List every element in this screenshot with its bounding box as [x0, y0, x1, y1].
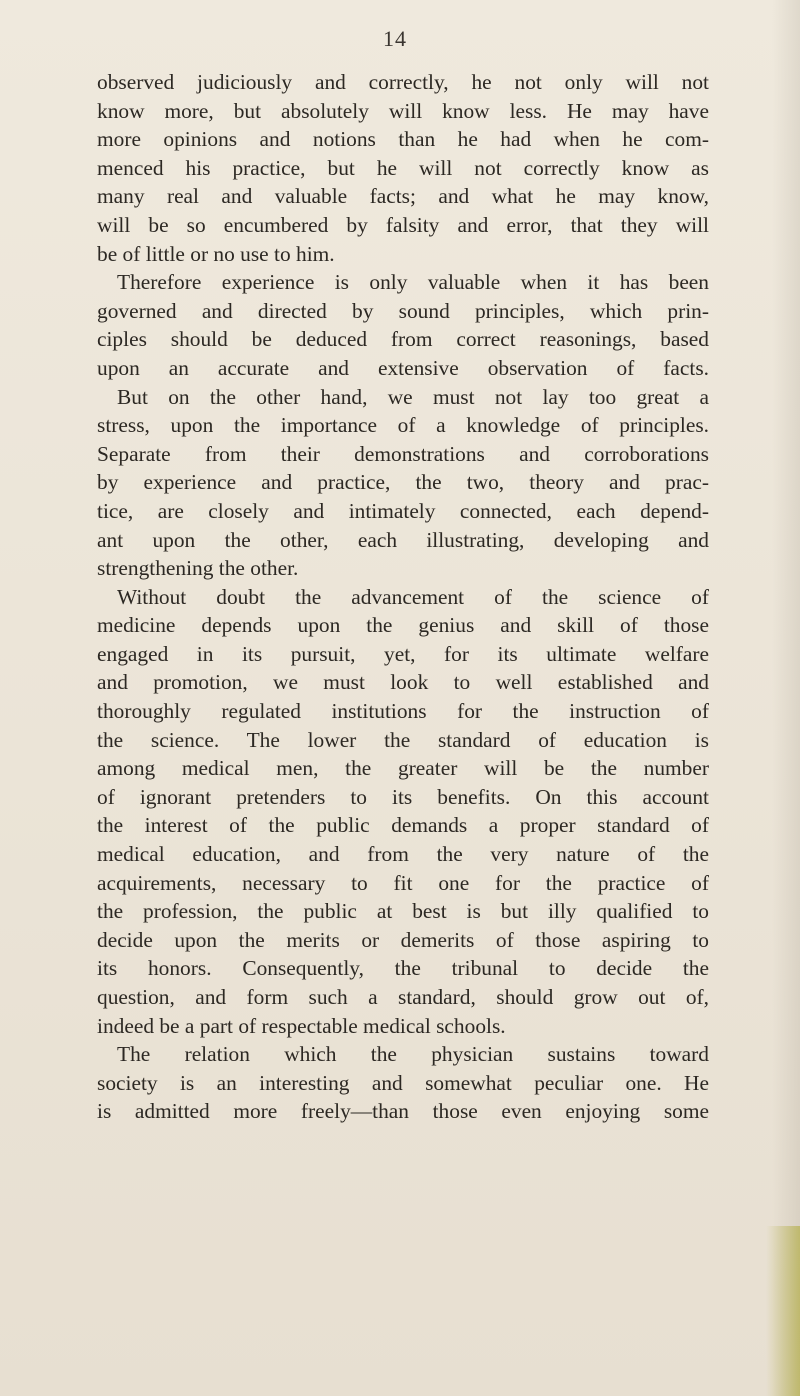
text-line: society is an interesting and somewhat peculiar one. He — [97, 1070, 709, 1095]
text-line: thoroughly regulated institutions for the instruction of — [97, 699, 709, 724]
text-line: ciples should be deduced from correct reasonings, based — [97, 327, 709, 352]
text-line: of ignorant pretenders to its benefits. On this account — [97, 784, 709, 809]
text-line: ant upon the other, each illustrating, developing and — [97, 527, 709, 552]
text-line: acquirements, necessary to fit one for the practice of — [97, 870, 709, 895]
text-line: among medical men, the greater will be the number — [97, 756, 709, 781]
text-line: decide upon the merits or demerits of those aspiring to — [97, 927, 709, 952]
text-line: many real and valuable facts; and what he may know, — [97, 184, 709, 209]
page-number: 14 — [383, 26, 407, 51]
text-line: be of little or no use to him. — [97, 241, 335, 266]
body-text — [97, 68, 709, 1126]
text-line: Separate from their demonstrations and corroborations — [97, 441, 709, 466]
text-line: upon an accurate and extensive observation of facts. — [97, 355, 709, 380]
text-line: will be so encumbered by falsity and error, that they will — [97, 212, 709, 237]
text-line: Without doubt the advancement of the science of — [117, 584, 709, 609]
text-line: and promotion, we must look to well established and — [97, 670, 709, 695]
text-line: indeed be a part of respectable medical schools. — [97, 1013, 506, 1038]
text-line: observed judiciously and correctly, he not only will not — [97, 70, 709, 94]
text-line: governed and directed by sound principles, which prin- — [97, 298, 709, 323]
text-line: its honors. Consequently, the tribunal to decide the — [97, 956, 709, 981]
text-line: strengthening the other. — [97, 556, 299, 581]
text-line: more opinions and notions than he had when he com- — [97, 127, 709, 152]
text-line: the interest of the public demands a proper standard of — [97, 813, 709, 838]
page-corner-stain — [766, 1226, 800, 1396]
text-line: medicine depends upon the genius and skill of those — [97, 613, 709, 638]
text-line: The relation which the physician sustains toward — [117, 1042, 709, 1067]
text-line: engaged in its pursuit, yet, for its ultimate welfare — [97, 641, 709, 666]
text-line: But on the other hand, we must not lay too great a — [117, 384, 709, 409]
text-line: know more, but absolutely will know less. He may have — [97, 98, 709, 123]
text-line: Therefore experience is only valuable when it has been — [117, 270, 709, 295]
text-line: by experience and practice, the two, theory and prac- — [97, 470, 709, 495]
text-line: medical education, and from the very nature of the — [97, 842, 709, 867]
text-line: the profession, the public at best is but illy qualified to — [97, 899, 709, 924]
text-line: is admitted more freely—than those even enjoying some — [97, 1099, 709, 1124]
page-edge-shadow — [772, 0, 800, 1396]
text-line: stress, upon the importance of a knowledge of principles. — [97, 413, 709, 438]
text-line: tice, are closely and intimately connected, each depend- — [97, 498, 709, 523]
text-line: menced his practice, but he will not correctly know as — [97, 155, 709, 180]
text-line: the science. The lower the standard of education is — [97, 727, 709, 752]
text-line: question, and form such a standard, should grow out of, — [97, 985, 709, 1009]
